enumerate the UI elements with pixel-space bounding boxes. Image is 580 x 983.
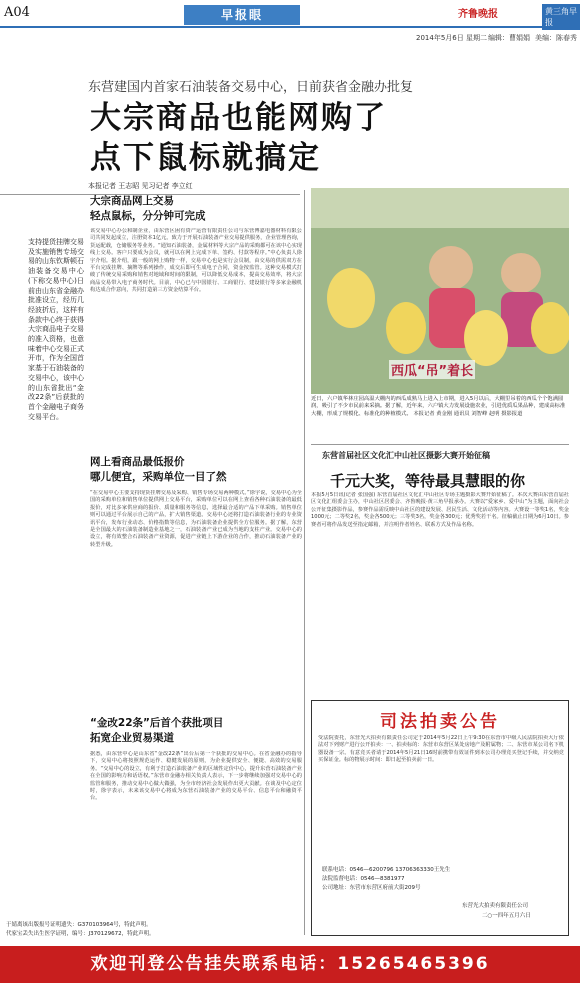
section-label: 早报眼 — [184, 5, 300, 25]
sec2-title: 网上看商品最低报价 — [90, 456, 185, 468]
notice-headline: 千元大奖，等待最具慧眼的你 — [330, 472, 526, 490]
sidebar-summary: 支持提货挂牌交易及实施销售专场交易的山东钦斯顿石油装备交易中心(下称交易中心)日前由山东省金融办批准设立，经历几经波折后，这样有条款中心终于获得大宗商品电子交易的准入资格，也意味着中心交易正式开市，作为全国首家基于石油装备的交易中心，该中心的山东省批出“金改22条”后获批的首个金融电子商务交易平台。 — [28, 238, 84, 421]
sec3-body: 据悉，由东营中心是山东省“金改22条”出台后第一个获批的交易中心。在省金融办的指导下，交易中心将按照规范运作、稳健发展的原则，为企业提供安全、便捷、高效的交易服务。“交易中心的设立，有利于打造石油装备产业的区域性定价中心，提升东营石油装备产业在全国的影响力和话语权。”东营市金融办相关负责人表示，下一步将继续加强对交易中心的监管和服务，推动交易中心做大做强，为全市经济社会发展作出更大贡献。在谈及中心定位时，徐宇表示，未来该交易中心将成为东营石油装备产业的交易平台、信息平台和融资平台。 — [90, 751, 302, 802]
headline-line-1: 大宗商品也能网购了 — [90, 100, 387, 136]
photo-label: 西瓜“吊”着长 — [389, 360, 475, 379]
headline-line-2: 点下鼠标就搞定 — [90, 140, 321, 176]
article-subhead: 东营建国内首家石油装备交易中心，日前获省金融办批复 — [88, 80, 414, 95]
sec1-body: 该交易中心办公和制企业，由东营区困有资产运营有限责任公司与东营博嘉电器材料有限公司共同发起成立，注册资本1亿元。致力于开展石油装备产业交易提供服务，企业管理咨询，货运配载，仓储服务等业务。“通知石油装备，金属材料等大宗产品的采购都可在该中心实现线上交易。客户只要成为会员，就可以在网上完成下单、签约、付款等程序。”中心负责人徐宇介绍。据介绍，跟一般的网上购物一样，交易中心也是实行会员制，由交易的供需双方在平台完成挂牌、摘牌等系列操作，成交后即可生成电子合同，资金按监管。这种交易模式打破了传统交易采购和销售对地域和时间的限制，可以降低交易成本，提高交易效率，将大宗商品交易带入电子商务时代。目前，中心已与中国银行、工商银行、建设银行等多家金融机构达成合作意向，共同打造第三方资金结算平台。 — [90, 228, 302, 294]
divider — [311, 444, 569, 445]
byline: 本报记者 王志昭 见习记者 李立红 — [88, 182, 193, 190]
date-line: 2014年5月6日 星期二 — [416, 34, 487, 42]
melon-photo — [311, 188, 569, 394]
lost-notice-1: 于婧离该出版报号证明遗失：G370103964号，特此声明。 — [6, 922, 152, 928]
photo-caption — [311, 396, 569, 418]
caption-credit: 本报记者 黄金刚 通讯员 刘智峰 赵明 摄影报道 — [413, 410, 523, 417]
article-headline — [90, 98, 387, 178]
sec2-heading — [90, 455, 227, 485]
auction-title: 司法拍卖公告 — [380, 712, 500, 732]
auction-company: 东营光大拍卖有限责任公司 — [462, 903, 529, 909]
page-number: A04 — [4, 5, 30, 20]
auction-body: 受法院委托，东营光大拍卖有限责任公司定于2014年5月22日上午9:30在东营市中级人民法院拍卖大厅依法对下列财产进行公开拍卖：一、拍卖标的：东营市东营区某处房地产及附属物；二、东营市某公司名下机器设备一宗。有意竞买者请于2014年5月21日16时前携带有效证件到本公司办理竞买登记手续，并交纳竞买保证金。标的物展示时间：即日起至拍卖前一日。 — [318, 735, 564, 764]
sec1-subtitle: 轻点鼠标，分分钟可完成 — [90, 210, 206, 222]
designer-line: 美编：陈春秀 — [535, 34, 577, 42]
footer-banner: 欢迎刊登公告挂失联系电话：15265465396 — [0, 946, 580, 983]
auction-court-phone: 法院监督电话：0546—8381977 — [322, 876, 405, 882]
auction-contact: 联系电话：0546—6200796 13706363330王先生 — [322, 867, 451, 873]
auction-date: 二○一四年五月六日 — [482, 913, 531, 919]
sec3-subtitle: 拓宽企业贸易渠道 — [90, 732, 174, 744]
sec1-heading — [90, 194, 206, 224]
notice-body: 本报5月5日讯(记者 张国强) 东营首届社区文化汇中山社区专场主题摄影大赛开始征稿了。本次大赛由东营首届社区文化汇组委会主办，中山社区居委会、齐鲁晚报·黄三角早报承办。大赛以“爱家乡、爱中山”为主题，面向社会公开征集摄影作品，参赛作品需反映中山社区的建设发展、居民生活、文化活动等内容。大赛设一等奖1名，奖金1000元；二等奖2名，奖金各500元；三等奖3名，奖金各300元；优秀奖若干名。征稿截止日期为6月10日。参赛者可将作品发送至指定邮箱，并注明作者姓名、联系方式及作品名称。 — [311, 492, 569, 528]
sec2-subtitle: 哪儿便宜，采购单位一目了然 — [90, 471, 227, 483]
caption-text: 近日，六户镇华林庄园高温大棚内的西瓜成熟马上进入上市期，进入5月以后，大棚里吊着的西瓜个个饱满圆润，吸引了不少市民前来采摘。据了解，近年来，六户镇大力发展设施农业，引进优质瓜果品种，建成高标准大棚，形成了规模化、标准化的种植模式。 — [311, 396, 566, 417]
brand-logo: 齐鲁晚报 — [458, 9, 498, 20]
auction-notice — [311, 700, 569, 936]
notice-subhead: 东营首届社区文化汇中山社区摄影大赛开始征稿 — [322, 451, 490, 460]
sec2-body: “在交易中心主要支持现货挂牌交易及采购、销售专场交易两种模式。”徐宇说，交易中心为全国的采购单位和销售单位提供网上交易平台，采购单位可以在网上查看各种石油装备的最低报价，对比多家供应商的报价、质量和服务等信息，选择最合适的产品下单采购。销售单位则可以通过平台展示自己的产品，扩大销售渠道。交易中心还将打造石油装备行业的专业资讯平台，发布行业动态、价格指数等信息，为石油装备企业提供全方位服务。据了解，东营是全国最大的石油装备制造业基地之一，石油装备产业已成为当地的支柱产业。交易中心的设立，将有效整合石油装备产业资源，促进产业链上下游企业的合作，推动石油装备产业的转型升级。 — [90, 490, 302, 548]
auction-address: 公司地址：东营市东营区府前大街209号 — [322, 885, 421, 891]
brand-tag: 黄三角早报 — [542, 4, 580, 30]
sec3-title: “金改22条”后首个获批项目 — [90, 717, 224, 729]
page-header — [0, 0, 580, 28]
lost-notice-2: 代家宝丢失出生医学证明，编号：J370129672，特此声明。 — [6, 931, 155, 937]
sec3-heading — [90, 716, 223, 746]
sec1-title: 大宗商品网上交易 — [90, 195, 174, 207]
column-divider — [304, 190, 305, 935]
editor-line: 编辑：曹娟娟 — [488, 34, 530, 42]
